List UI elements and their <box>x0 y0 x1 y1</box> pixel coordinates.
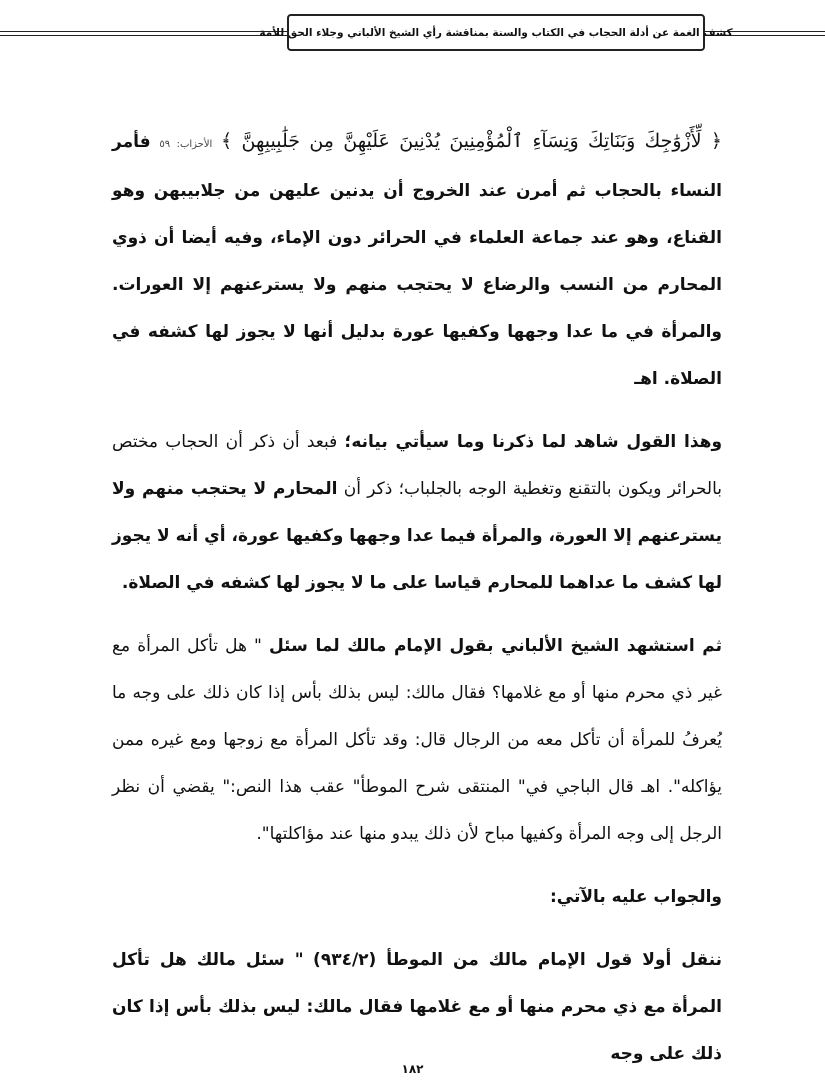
muwatta-lead: ننقل أولا قول الإمام مالك من الموطأ (٩٣٤/٢) <box>313 950 723 970</box>
book-title: كشف الغمة عن أدلة الحجاب في الكتاب والسنة بمناقشة رأي الشيخ الألباني وجلاء الحق للأمة <box>259 26 733 39</box>
paragraph-muwatta <box>112 937 722 1078</box>
running-header <box>259 14 733 51</box>
paragraph-malik-quote <box>112 623 722 858</box>
witness-conclusion: المحارم لا يحتجب منهم ولا يسترعنهم إلا العورة، والمرأة فيما عدا وجهها وكفيها عورة، أي أنه لا يجوز لها كشف ما عداهما للمحارم قياسا على ما لا يجوز لها كشفه في الصلاة. <box>112 479 722 593</box>
page-number: ١٨٢ <box>401 1062 424 1076</box>
malik-quote-text: " هل تأكل المرأة مع غير ذي محرم منها أو مع غلامها؟ فقال مالك: ليس بذلك بأس إذا كان ذلك على وجه ما يُعرفُ للمرأة أن تأكل معه من الرجال قال: وقد تأكل المرأة مع زوجها ومع غيره ممن يؤاكله". اهـ قال الباجي في" المنتقى شرح الموطأ" عقب هذا النص:" يقضي أن نظر الرجل إلى وجه المرأة وكفيها مباح لأن ذلك يبدو منها عند مؤاكلتها". <box>112 636 722 844</box>
answer-heading: والجواب عليه بالآتي: <box>549 887 722 907</box>
paragraph-verse-commentary <box>112 118 722 403</box>
commentary-lead: فأمر النساء <box>112 132 722 201</box>
malik-quote-lead: ثم استشهد الشيخ الألباني بقول الإمام مالك لما سئل <box>268 636 722 656</box>
quran-verse: ﴿ لِّأَزْوَٰجِكَ وَبَنَاتِكَ وَنِسَآءِ ٱلْمُؤْمِنِينَ يُدْنِينَ عَلَيْهِنَّ مِن جَلَٰبِيبِهِنَّ ﴾ <box>221 130 723 152</box>
commentary-text: بالحجاب ثم أمرن عند الخروج أن يدنين عليهن من جلابيبهن وهو القناع، وهو عند جماعة العلماء في الحرائر دون الإماء، وفيه أيضا أن ذوي المحارم من النسب والرضاع لا يحتجب منهم ولا يسترعنهم إلا العورات. والمرأة في ما عدا وجهها وكفيها عورة بدليل أنها لا يجوز لها كشفه في الصلاة. اهـ <box>112 181 722 389</box>
witness-lead: وهذا القول شاهد لما ذكرنا وما سيأتي بيانه؛ <box>344 432 723 452</box>
verse-reference: الأحزاب: ٥٩ <box>159 139 213 150</box>
witness-text: فبعد أن ذكر أن الحجاب مختص بالحرائر ويكون بالتقنع وتغطية الوجه بالجلباب؛ ذكر أن <box>112 432 723 499</box>
paragraph-witness <box>112 419 722 607</box>
muwatta-text: " سئل مالك هل تأكل المرأة مع ذي محرم منها أو مع غلامها فقال مالك: ليس بذلك بأس إذا كان ذلك على وجه <box>112 950 722 1064</box>
page-body <box>112 118 722 1078</box>
